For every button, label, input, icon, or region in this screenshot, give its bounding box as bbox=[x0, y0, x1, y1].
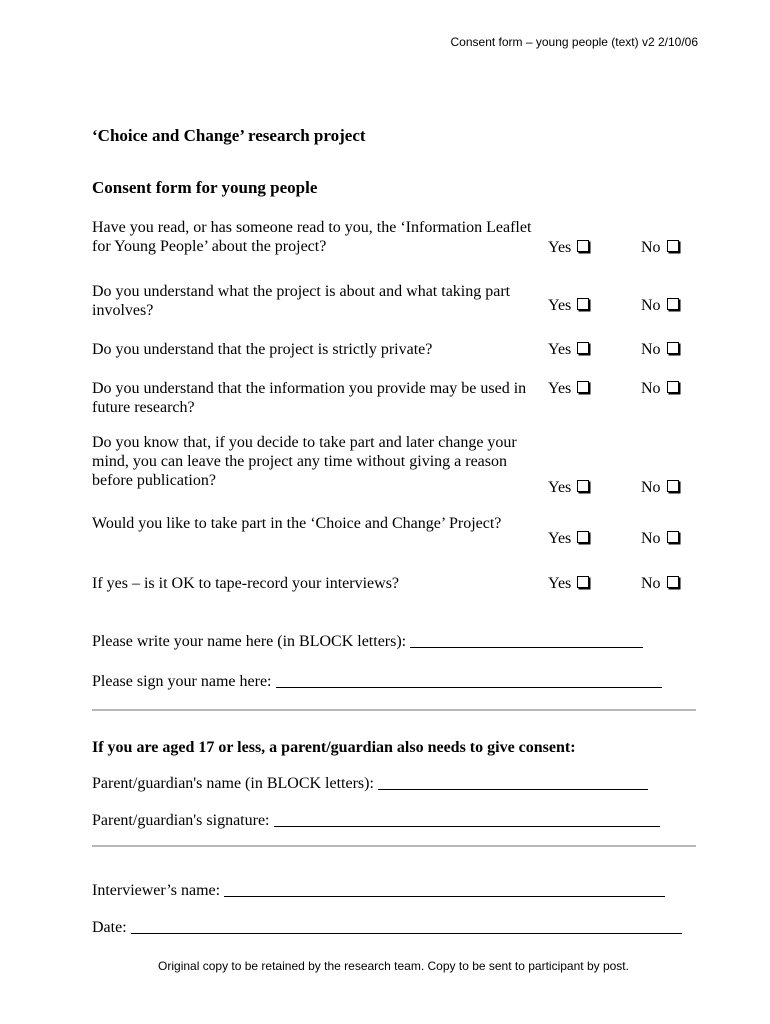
no-label: No bbox=[641, 479, 661, 496]
parent-name-label: Parent/guardian's name (in BLOCK letters): bbox=[92, 775, 374, 792]
interviewer-name-field[interactable] bbox=[92, 881, 665, 900]
q4-yes-option[interactable] bbox=[548, 379, 589, 398]
checkbox-icon[interactable] bbox=[577, 342, 589, 354]
q1-yes-option[interactable] bbox=[548, 238, 589, 257]
parent-name-blank[interactable] bbox=[378, 775, 648, 790]
yes-label: Yes bbox=[548, 575, 572, 592]
q2-no-option[interactable] bbox=[641, 296, 679, 315]
parent-consent-heading: If you are aged 17 or less, a parent/guardian also needs to give consent: bbox=[92, 739, 576, 756]
checkbox-icon[interactable] bbox=[577, 381, 589, 393]
checkbox-icon[interactable] bbox=[667, 298, 679, 310]
date-field[interactable] bbox=[92, 918, 682, 937]
signature-field[interactable] bbox=[92, 672, 662, 691]
date-label: Date: bbox=[92, 919, 127, 936]
interviewer-name-label: Interviewer’s name: bbox=[92, 882, 221, 899]
q2-yes-option[interactable] bbox=[548, 296, 589, 315]
document-title: ‘Choice and Change’ research project bbox=[92, 126, 366, 145]
checkbox-icon[interactable] bbox=[577, 576, 589, 588]
date-blank[interactable] bbox=[131, 919, 682, 934]
signature-blank[interactable] bbox=[276, 673, 662, 688]
checkbox-icon[interactable] bbox=[577, 298, 589, 310]
q5-yes-option[interactable] bbox=[548, 478, 589, 497]
yes-label: Yes bbox=[548, 479, 572, 496]
checkbox-icon[interactable] bbox=[577, 240, 589, 252]
parent-signature-blank[interactable] bbox=[274, 812, 660, 827]
section-divider bbox=[92, 845, 696, 847]
document-header: Consent form – young people (text) v2 2/10/06 bbox=[450, 35, 698, 49]
checkbox-icon[interactable] bbox=[667, 381, 679, 393]
q3-yes-option[interactable] bbox=[548, 340, 589, 359]
yes-label: Yes bbox=[548, 380, 572, 397]
block-name-label: Please write your name here (in BLOCK letters): bbox=[92, 633, 407, 650]
q4-no-option[interactable] bbox=[641, 379, 679, 398]
checkbox-icon[interactable] bbox=[667, 342, 679, 354]
q5-no-option[interactable] bbox=[641, 478, 679, 497]
yes-label: Yes bbox=[548, 341, 572, 358]
q3-no-option[interactable] bbox=[641, 340, 679, 359]
no-label: No bbox=[641, 341, 661, 358]
checkbox-icon[interactable] bbox=[667, 531, 679, 543]
no-label: No bbox=[641, 380, 661, 397]
form-subtitle: Consent form for young people bbox=[92, 178, 318, 197]
section-divider bbox=[92, 709, 696, 711]
q7-no-option[interactable] bbox=[641, 574, 679, 593]
question-3: Do you understand that the project is strictly private? bbox=[92, 341, 433, 358]
question-4: Do you understand that the information you provide may be used in future research? bbox=[92, 380, 527, 416]
no-label: No bbox=[641, 239, 661, 256]
parent-signature-label: Parent/guardian's signature: bbox=[92, 812, 270, 829]
signature-label: Please sign your name here: bbox=[92, 673, 272, 690]
checkbox-icon[interactable] bbox=[577, 480, 589, 492]
interviewer-name-blank[interactable] bbox=[224, 882, 665, 897]
question-7: If yes – is it OK to tape-record your interviews? bbox=[92, 575, 400, 592]
yes-label: Yes bbox=[548, 297, 572, 314]
q7-yes-option[interactable] bbox=[548, 574, 589, 593]
question-2: Do you understand what the project is about and what taking part involves? bbox=[92, 283, 511, 319]
no-label: No bbox=[641, 297, 661, 314]
block-name-field[interactable] bbox=[92, 632, 643, 651]
checkbox-icon[interactable] bbox=[667, 240, 679, 252]
no-label: No bbox=[641, 575, 661, 592]
question-1: Have you read, or has someone read to you, the ‘Information Leaflet for Young People’ about the project? bbox=[92, 219, 532, 255]
q6-yes-option[interactable] bbox=[548, 529, 589, 548]
question-6: Would you like to take part in the ‘Choice and Change’ Project? bbox=[92, 515, 502, 532]
question-5: Do you know that, if you decide to take part and later change your mind, you can leave the project any time without giving a reason before publication? bbox=[92, 434, 517, 489]
no-label: No bbox=[641, 530, 661, 547]
parent-signature-field[interactable] bbox=[92, 811, 660, 830]
checkbox-icon[interactable] bbox=[667, 576, 679, 588]
parent-name-field[interactable] bbox=[92, 774, 648, 793]
yes-label: Yes bbox=[548, 530, 572, 547]
checkbox-icon[interactable] bbox=[577, 531, 589, 543]
document-footer: Original copy to be retained by the research team. Copy to be sent to participant by post. bbox=[158, 959, 629, 973]
yes-label: Yes bbox=[548, 239, 572, 256]
block-name-blank[interactable] bbox=[410, 633, 643, 648]
q6-no-option[interactable] bbox=[641, 529, 679, 548]
q1-no-option[interactable] bbox=[641, 238, 679, 257]
checkbox-icon[interactable] bbox=[667, 480, 679, 492]
